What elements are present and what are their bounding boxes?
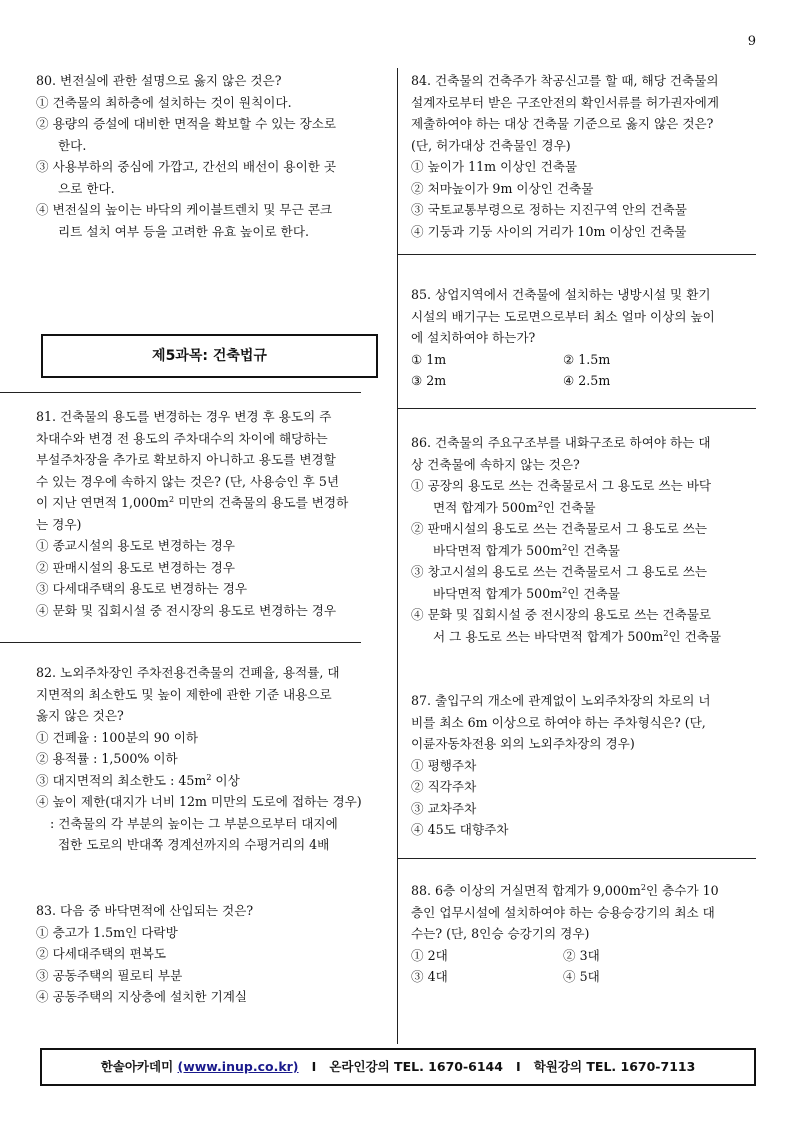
option-3-cont: 바닥면적 합계가 $500m^2$인 건축물 <box>433 585 620 601</box>
question-stem: 층인 업무시설에 설치하여야 하는 승용승강기의 최소 대 <box>411 904 715 920</box>
option-3: ③ 교차주차 <box>411 800 477 816</box>
question-stem: 86. 건축물의 주요구조부를 내화구조로 하여야 하는 대 <box>411 435 711 450</box>
separator <box>0 392 361 393</box>
option-1: ① 1m <box>411 351 447 367</box>
option-4: ④ 2.5m <box>563 373 611 388</box>
option-3: ③ 창고시설의 용도로 쓰는 건축물로서 그 용도로 쓰는 <box>411 564 708 579</box>
option-4-cont: 리트 설치 여부 등을 고려한 유효 높이로 한다. <box>58 223 310 239</box>
option-1: ① 종교시설의 용도로 변경하는 경우 <box>36 538 235 553</box>
option-2: ② 판매시설의 용도로 변경하는 경우 <box>36 559 235 575</box>
option-2: ② 처마높이가 9m 이상인 건축물 <box>411 180 594 196</box>
option-1: ① 공장의 용도로 쓰는 건축물로서 그 용도로 쓰는 바닥 <box>411 478 712 493</box>
question-stem: 옳지 않은 것은? <box>36 708 124 723</box>
question-stem: 지면적의 최소한도 및 높이 제한에 관한 기준 내용으로 <box>36 686 332 702</box>
option-2: ② 용량의 증설에 대비한 면적을 확보할 수 있는 장소로 <box>36 116 337 131</box>
question-87 <box>411 690 759 841</box>
option-3: ③ 2m <box>411 373 447 388</box>
question-stem: 81. 건축물의 용도를 변경하는 경우 변경 후 용도의 주 <box>36 409 332 424</box>
option-3-cont: 으로 한다. <box>58 180 115 196</box>
question-stem: (단, 허가대상 건축물인 경우) <box>411 137 571 153</box>
footer-academy: 한솔아카데미 <box>100 1059 174 1074</box>
option-4: ④ 45도 대향주차 <box>411 822 509 837</box>
question-stem: 제출하여야 하는 대상 건축물 기준으로 옳지 않은 것은? <box>411 116 714 131</box>
question-88 <box>411 880 759 988</box>
question-stem: 이륜자동차전용 외의 노외주차장의 경우) <box>411 736 635 751</box>
option-3: ③ 사용부하의 중심에 가깝고, 간선의 배선이 용이한 곳 <box>36 159 337 174</box>
option-3: ③ 4대 <box>411 969 448 984</box>
question-stem: 88. 6층 이상의 거실면적 합계가 $9,000m^2$인 층수가 10 <box>411 882 719 898</box>
option-2-cont: 바닥면적 합계가 $500m^2$인 건축물 <box>433 542 620 558</box>
page-number: 9 <box>747 34 756 49</box>
question-stem: 는 경우) <box>36 516 82 532</box>
question-stem: 차대수와 변경 전 용도의 주차대수의 차이에 해당하는 <box>36 430 328 446</box>
footer-banner <box>40 1048 756 1086</box>
question-80 <box>36 70 384 242</box>
option-4: ④ 문화 및 집회시설 중 전시장의 용도로 변경하는 경우 <box>36 602 337 618</box>
question-stem: 80. 변전실에 관한 설명으로 옳지 않은 것은? <box>36 73 282 88</box>
question-stem: 수는? (단, 8인승 승강기의 경우) <box>411 926 590 941</box>
option-3: ③ 국토교통부령으로 정하는 지진구역 안의 건축물 <box>411 202 687 217</box>
column-divider <box>397 68 398 1044</box>
option-4: ④ 문화 및 집회시설 중 전시장의 용도로 쓰는 건축물로 <box>411 607 712 622</box>
separator <box>0 642 361 643</box>
footer-offline-phone: 학원강의 TEL. 1670-7113 <box>533 1059 696 1074</box>
footer-online-phone: 온라인강의 TEL. 1670-6144 <box>329 1059 503 1074</box>
question-84 <box>411 70 759 242</box>
question-81 <box>36 406 384 621</box>
question-82 <box>36 662 384 856</box>
question-stem: 부설주차장을 추가로 확보하지 아니하고 용도를 변경할 <box>36 452 336 467</box>
question-stem: 수 있는 경우에 속하지 않는 것은? (단, 사용승인 후 5년 <box>36 473 340 489</box>
option-1: ① 층고가 1.5m인 다락방 <box>36 924 178 940</box>
question-stem: 시설의 배기구는 도로면으로부터 최소 얼마 이상의 높이 <box>411 308 715 324</box>
option-2: ② 직각주차 <box>411 779 477 794</box>
option-3: ③ 대지면적의 최소한도 : $45m^2$ 이상 <box>36 772 240 788</box>
question-85 <box>411 284 759 392</box>
separator <box>397 858 756 859</box>
footer-separator: I <box>516 1059 521 1074</box>
option-3: ③ 다세대주택의 용도로 변경하는 경우 <box>36 581 248 596</box>
question-83 <box>36 900 384 1008</box>
footer-website-link[interactable]: (www.inup.co.kr) <box>177 1059 299 1074</box>
option-1: ① 평행주차 <box>411 757 477 773</box>
option-2: ② 판매시설의 용도로 쓰는 건축물로서 그 용도로 쓰는 <box>411 521 708 536</box>
option-1-cont: 면적 합계가 $500m^2$인 건축물 <box>433 499 596 515</box>
option-2: ② 용적률 : 1,500% 이하 <box>36 751 178 766</box>
option-2: ② 1.5m <box>563 351 611 367</box>
option-1: ① 건폐율 : 100분의 90 이하 <box>36 729 199 745</box>
separator <box>397 408 756 409</box>
option-2-cont: 한다. <box>58 137 87 153</box>
option-3: ③ 공동주택의 필로티 부분 <box>36 967 183 983</box>
option-4: ④ 기둥과 기둥 사이의 거리가 10m 이상인 건축물 <box>411 223 687 239</box>
question-86 <box>411 432 759 647</box>
option-1: ① 건축물의 최하층에 설치하는 것이 원칙이다. <box>36 94 292 110</box>
question-stem: 83. 다음 중 바닥면적에 산입되는 것은? <box>36 903 254 918</box>
subject-title: 제5과목: 건축법규 <box>41 334 378 378</box>
question-stem: 비를 최소 6m 이상으로 하여야 하는 주차형식은? (단, <box>411 714 706 730</box>
option-4: ④ 공동주택의 지상층에 설치한 기계실 <box>36 989 248 1004</box>
question-stem: 84. 건축물의 건축주가 착공신고를 할 때, 해당 건축물의 <box>411 73 719 88</box>
option-4-cont: : 건축물의 각 부분의 높이는 그 부분으로부터 대지에 <box>50 815 338 831</box>
question-stem: 85. 상업지역에서 건축물에 설치하는 냉방시설 및 환기 <box>411 287 711 302</box>
question-stem: 설계자로부터 받은 구조안전의 확인서류를 허가권자에게 <box>411 94 719 110</box>
separator <box>397 254 756 255</box>
option-4-cont: 서 그 용도로 쓰는 바닥면적 합계가 $500m^2$인 건축물 <box>433 628 722 644</box>
option-4: ④ 높이 제한(대지가 너비 12m 미만의 도로에 접하는 경우) <box>36 794 362 809</box>
option-1: ① 2대 <box>411 947 448 963</box>
question-stem: 82. 노외주차장인 주차전용건축물의 건폐율, 용적률, 대 <box>36 665 340 680</box>
footer-separator: I <box>311 1059 317 1074</box>
option-1: ① 높이가 11m 이상인 건축물 <box>411 159 578 174</box>
question-stem: 이 지난 연면적 $1,000m^2$ 미만의 건축물의 용도를 변경하 <box>36 494 349 510</box>
option-4: ④ 변전실의 높이는 바닥의 케이블트렌치 및 무근 콘크 <box>36 202 333 217</box>
option-2: ② 3대 <box>563 947 600 963</box>
option-2: ② 다세대주택의 편복도 <box>36 946 167 961</box>
option-4: ④ 5대 <box>563 969 600 984</box>
option-4-cont: 접한 도로의 반대쪽 경계선까지의 수평거리의 4배 <box>58 837 330 852</box>
question-stem: 에 설치하여야 하는가? <box>411 330 536 345</box>
question-stem: 87. 출입구의 개소에 관계없이 노외주차장의 차로의 너 <box>411 693 711 708</box>
question-stem: 상 건축물에 속하지 않는 것은? <box>411 456 580 472</box>
